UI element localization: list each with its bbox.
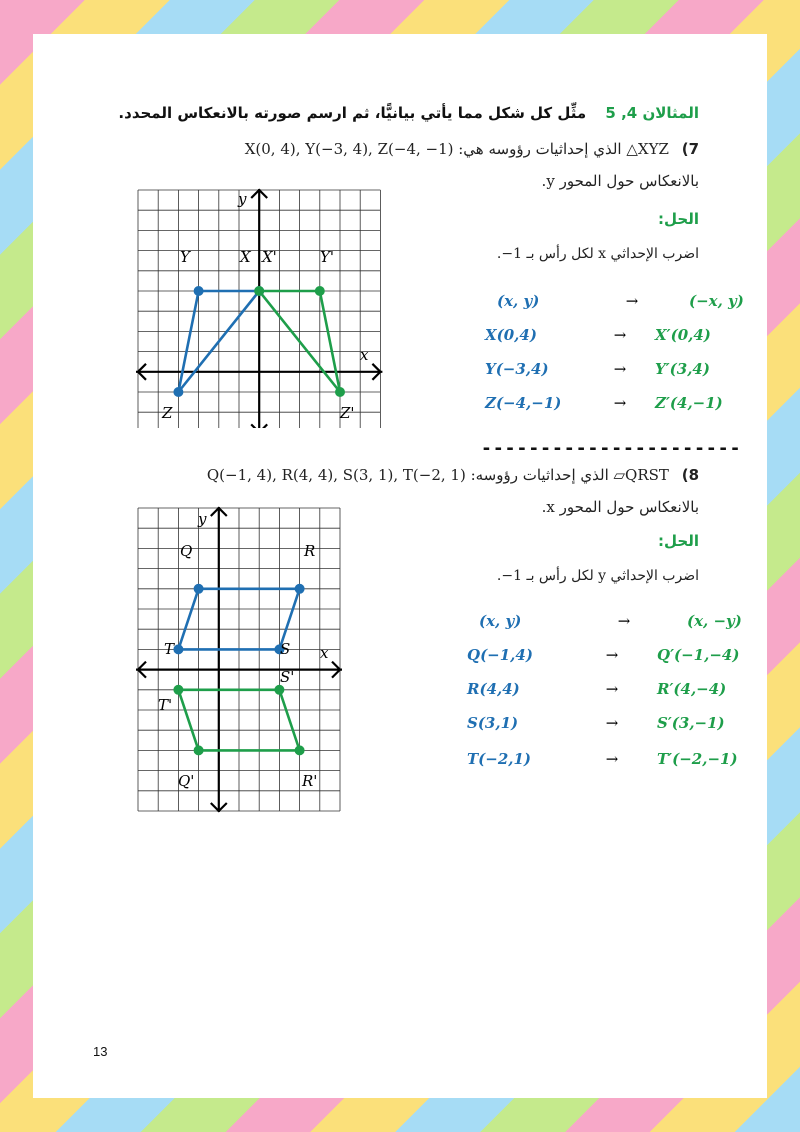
original-vertex: [173, 644, 183, 654]
original-vertex: [173, 387, 183, 397]
problem-8-solution-label: الحل:: [658, 532, 699, 550]
problem-7-solution-label: الحل:: [658, 210, 699, 228]
y-axis-label: y: [198, 510, 207, 528]
problem-8-statement: [207, 466, 699, 484]
image-vertex: [295, 745, 305, 755]
problem-7-instruction: اضرب الإحداثي x لكل رأس بـ 1−.: [496, 246, 699, 262]
mapping-header-row: (x, y) → (x, −y): [479, 612, 742, 630]
image-vertex: [194, 745, 204, 755]
vertex-label: Z: [162, 404, 173, 422]
mapping-row: Z(−4,−1) → Z′(4,−1): [485, 394, 723, 412]
vertex-label: T': [158, 696, 173, 714]
original-vertex: [295, 584, 305, 594]
mapping-row: X(0,4) → X′(0,4): [485, 326, 711, 344]
mapping-row: R(4,4) → R′(4,−4): [467, 680, 727, 698]
x-axis-label: x: [360, 346, 369, 364]
original-vertex: [194, 286, 204, 296]
image-vertex: [173, 685, 183, 695]
mapping-row: S(3,1) → S′(3,−1): [467, 714, 725, 732]
image-vertex: [315, 286, 325, 296]
problem-8-number: 8): [681, 466, 699, 484]
problem-7-statement: [245, 140, 699, 158]
header-instruction: مثِّل كل شكل مما يأتي بيانيًّا، ثم ارسم صورته بالانعكاس المحدد.: [118, 104, 587, 122]
problem-7-statement-2: بالانعكاس حول المحور y.: [541, 172, 699, 190]
section-header: [118, 104, 699, 122]
problem-7-text: XYZ△ الذي إحداثيات رؤوسه هي: X(0, 4), Y(−3, 4), Z(−4, −1): [244, 140, 669, 158]
image-vertex: [335, 387, 345, 397]
vertex-label: R': [302, 772, 318, 790]
example-label: المثالان 4, 5: [605, 104, 699, 122]
problem-8-coordinate-graph: [134, 506, 344, 822]
mapping-row: Q(−1,4) → Q′(−1,−4): [467, 646, 740, 664]
problem-8-mapping-table: [467, 604, 787, 778]
y-axis-label: y: [238, 190, 247, 208]
vertex-label: Y: [180, 248, 190, 266]
vertex-label: T: [164, 640, 175, 658]
original-vertex: [194, 584, 204, 594]
vertex-label: X: [240, 248, 251, 266]
problem-8-statement-2: بالانعكاس حول المحور x.: [541, 498, 699, 516]
mapping-row: T(−2,1) → T′(−2,−1): [467, 750, 738, 768]
vertex-label: Z': [340, 404, 355, 422]
vertex-label: R: [304, 542, 316, 560]
problem-7-coordinate-graph: [134, 188, 384, 428]
vertex-label: X': [262, 248, 277, 266]
problem-8-text: QRST▱ الذي إحداثيات رؤوسه: Q(−1, 4), R(4, 4), S(3, 1), T(−2, 1): [206, 466, 669, 484]
problem-8-instruction: اضرب الإحداثي y لكل رأس بـ 1−.: [496, 568, 699, 584]
vertex-label: S': [280, 668, 295, 686]
mapping-row: Y(−3,4) → Y′(3,4): [485, 360, 710, 378]
problem-7-number: 7): [681, 140, 699, 158]
vertex-label: S: [280, 640, 291, 658]
mapping-header-row: (x, y) → (−x, y): [497, 292, 744, 310]
vertex-label: Q: [180, 542, 193, 560]
vertex-label: Y': [320, 248, 335, 266]
image-vertex: [274, 685, 284, 695]
page-number: 13: [93, 1044, 108, 1059]
x-axis-label: x: [320, 644, 329, 662]
divider: ----------------------: [481, 438, 742, 459]
image-vertex: [254, 286, 264, 296]
problem-7-mapping-table: [485, 284, 789, 420]
vertex-label: Q': [178, 772, 195, 790]
